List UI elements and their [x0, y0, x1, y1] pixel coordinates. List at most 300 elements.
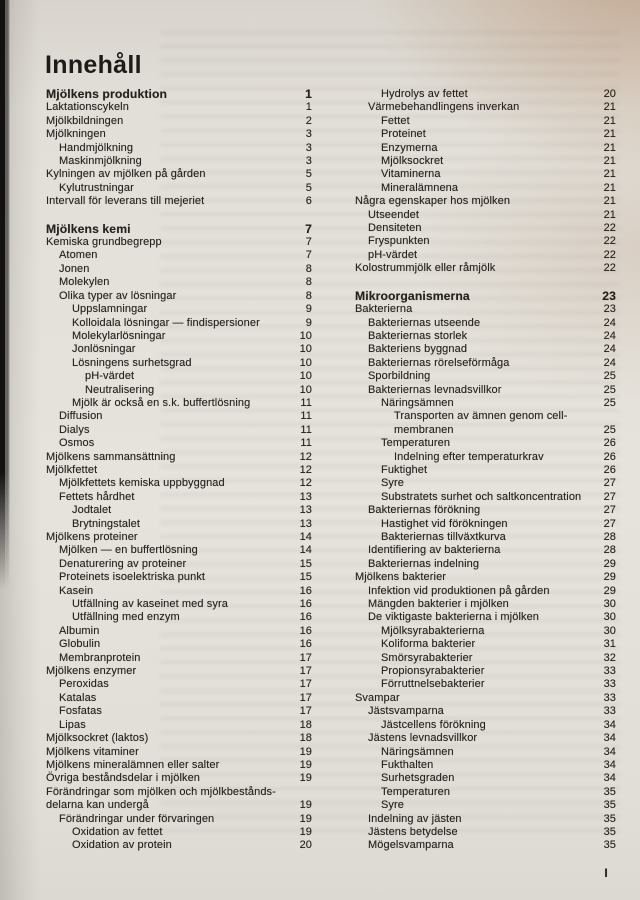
toc-entry	[355, 759, 616, 772]
toc-entry-page: 21	[603, 114, 616, 127]
toc-entry	[355, 397, 616, 410]
toc-entry-label: Substratets surhet och saltkoncentration	[381, 490, 582, 503]
toc-entry-label: Albumin	[59, 624, 100, 637]
toc-entry-label: Maskinmjölkning	[59, 155, 142, 168]
toc-entry	[46, 101, 312, 114]
toc-entry-page: 10	[299, 370, 312, 383]
toc-entry	[355, 585, 616, 598]
toc-entry-page: 1	[305, 87, 312, 101]
toc-entry-label: membranen	[394, 423, 454, 436]
toc-entry	[46, 223, 312, 236]
toc-entry-label: Bakteriernas tillväxtkurva	[381, 531, 506, 543]
toc-entry	[355, 370, 616, 383]
toc-entry-label: Förruttnelsebakterier	[381, 678, 485, 691]
toc-entry	[46, 168, 312, 181]
toc-entry-label: Jonlösningar	[72, 343, 136, 356]
toc-entry	[355, 437, 616, 450]
toc-entry	[355, 813, 616, 826]
toc-entry-label: Hastighet vid förökningen	[381, 517, 508, 530]
toc-entry-label: Mjölk är också en s.k. buffertlösning	[72, 396, 251, 409]
toc-entry-label: Fukthalten	[381, 758, 434, 771]
toc-entry-label: Osmos	[59, 437, 95, 450]
toc-entry	[46, 410, 312, 423]
toc-entry-label: Fuktighet	[381, 463, 428, 476]
toc-entry-label: Lipas	[59, 718, 86, 731]
toc-entry-label: Mineralämnena	[381, 181, 459, 194]
toc-entry-label: Värmebehandlingens inverkan	[368, 101, 520, 114]
toc-entry-label: Mjölken — en buffertlösning	[59, 544, 198, 557]
toc-entry	[46, 477, 312, 490]
toc-entry-label: Bakteriernas utseende	[368, 316, 481, 329]
page-title: Innehåll	[45, 50, 142, 79]
toc-entry	[355, 317, 616, 330]
toc-entry-label: Näringsämnen	[381, 745, 454, 758]
toc-entry	[46, 303, 312, 316]
toc-entry-page: 3	[305, 141, 312, 154]
toc-entry-page: 24	[603, 329, 616, 342]
toc-entry-page: 5	[305, 168, 312, 181]
toc-entry	[46, 195, 312, 208]
toc-entry	[355, 101, 616, 114]
toc-entry-label: Bakterierna	[355, 303, 413, 316]
toc-entry	[355, 195, 616, 208]
toc-entry-page: 19	[299, 799, 312, 812]
toc-entry-page: 17	[299, 705, 312, 718]
toc-entry-page: 28	[603, 544, 616, 557]
toc-entry	[355, 128, 616, 141]
toc-entry-label: Denaturering av proteiner	[59, 557, 187, 570]
toc-entry-page: 6	[305, 195, 312, 208]
toc-entry-page: 17	[299, 651, 312, 664]
toc-entry	[355, 719, 616, 732]
toc-entry	[46, 692, 312, 705]
toc-entry-label: Syre	[381, 477, 405, 490]
toc-entry-page: 7	[305, 221, 312, 236]
toc-entry	[355, 357, 616, 370]
toc-entry-label: Mjölkens kemi	[46, 221, 131, 236]
toc-entry-label: Vitaminerna	[381, 168, 441, 181]
toc-entry-page: 27	[603, 517, 616, 530]
toc-entry-page: 3	[305, 155, 312, 168]
toc-entry-page: 8	[305, 289, 312, 302]
toc-entry-page: 25	[603, 396, 616, 409]
toc-entry-page: 7	[305, 236, 312, 249]
toc-entry-label: Kemiska grundbegrepp	[46, 236, 162, 249]
toc-entry	[46, 142, 312, 155]
toc-entry	[46, 759, 312, 772]
toc-entry-page: 25	[603, 383, 616, 396]
toc-entry	[355, 464, 616, 477]
toc-entry	[46, 826, 312, 839]
toc-entry-page: 21	[603, 128, 616, 141]
toc-entry-label: Infektion vid produktionen på gården	[368, 584, 550, 597]
toc-entry	[46, 598, 312, 611]
toc-entry	[46, 705, 312, 718]
toc-entry-label: Diffusion	[59, 410, 103, 423]
toc-entry-page: 28	[603, 531, 616, 543]
toc-entry	[46, 437, 312, 450]
toc-entry	[355, 665, 616, 678]
toc-entry-label: Membranprotein	[59, 651, 141, 664]
toc-entry	[46, 678, 312, 691]
toc-entry-page: 16	[299, 598, 312, 611]
toc-entry-label: delarna kan undergå	[46, 799, 149, 812]
toc-entry-label: Fettets hårdhet	[59, 490, 135, 503]
toc-entry-label: Molekylarlösningar	[72, 329, 166, 342]
toc-entry-page: 18	[299, 732, 312, 745]
toc-entry	[46, 558, 312, 571]
toc-entry-page: 33	[603, 691, 616, 704]
toc-entry-label: Oxidation av fettet	[72, 825, 163, 838]
toc-entry-page: 5	[305, 181, 312, 194]
toc-entry-label: Indelning av jästen	[368, 812, 462, 825]
toc-entry-page: 24	[603, 343, 616, 356]
toc-entry-label: Mjölkbildningen	[46, 114, 124, 127]
toc-entry	[46, 384, 312, 397]
toc-entry	[355, 705, 616, 718]
folio-page-number: I	[604, 866, 608, 880]
toc-entry	[46, 128, 312, 141]
toc-entry	[355, 330, 616, 343]
toc-entry-label: Mjölksockret	[381, 155, 444, 168]
toc-entry	[46, 571, 312, 584]
toc-entry-label: Kylningen av mjölken på gården	[46, 168, 206, 181]
toc-entry	[46, 249, 312, 262]
toc-entry	[46, 290, 312, 303]
toc-entry-page: 24	[603, 356, 616, 369]
toc-entry-label: Mjölkens sammansättning	[46, 450, 176, 463]
toc-entry	[355, 611, 616, 624]
toc-entry-label: Mjölkens produktion	[46, 87, 168, 101]
toc-entry-label: Temperaturen	[381, 437, 451, 450]
toc-entry-page: 16	[299, 584, 312, 597]
toc-entry-label: Mjölkens mineralämnen eller salter	[46, 758, 220, 771]
toc-entry-label: Transporten av ämnen genom cell-	[394, 410, 568, 423]
toc-entry-label: Mjölkens enzymer	[46, 665, 137, 678]
toc-entry-page: 15	[299, 571, 312, 584]
toc-entry-page: 11	[300, 396, 312, 409]
toc-entry-label: Förändringar under förvaringen	[59, 812, 215, 825]
toc-entry	[355, 504, 616, 517]
toc-entry-label: Jästsvamparna	[368, 705, 444, 718]
toc-entry-page: 34	[603, 758, 616, 771]
toc-entry	[355, 732, 616, 745]
toc-entry	[355, 652, 616, 665]
toc-entry	[46, 263, 312, 276]
toc-entry-page: 21	[603, 168, 616, 181]
toc-entry-page: 35	[603, 799, 616, 812]
toc-entry	[46, 464, 312, 477]
toc-entry	[46, 370, 312, 383]
toc-entry	[46, 504, 312, 517]
toc-entry	[46, 518, 312, 531]
toc-entry-page: 22	[603, 222, 616, 235]
toc-entry-page: 23	[603, 303, 616, 316]
toc-entry-label: Fosfatas	[59, 705, 102, 718]
toc-entry	[355, 692, 616, 705]
toc-entry	[355, 491, 616, 504]
toc-entry-label: Utfällning av kaseinet med syra	[72, 598, 228, 611]
toc-entry	[355, 182, 616, 195]
toc-entry-label: Mikroorganismerna	[355, 288, 470, 303]
toc-entry	[46, 236, 312, 249]
toc-entry-label: Bakteriernas rörelseförmåga	[368, 356, 510, 369]
toc-entry-page: 19	[299, 758, 312, 771]
toc-entry-label: Utseendet	[368, 208, 420, 221]
toc-entry-page: 34	[603, 732, 616, 745]
toc-entry-page: 15	[299, 557, 312, 570]
toc-entry	[355, 571, 616, 584]
toc-entry-label: Mjölksyrabakterierna	[381, 624, 485, 637]
toc-entry-page: 35	[603, 839, 616, 852]
toc-entry	[46, 88, 312, 101]
toc-entry-label: Jästens levnadsvillkor	[368, 732, 478, 745]
toc-entry-label: Hydrolys av fettet	[381, 88, 468, 100]
toc-entry-page: 19	[299, 812, 312, 825]
toc-entry-page: 20	[299, 839, 312, 852]
toc-entry-label: Olika typer av lösningar	[59, 289, 177, 302]
toc-entry-page: 3	[305, 128, 312, 141]
toc-entry	[355, 384, 616, 397]
toc-entry-page: 7	[305, 249, 312, 262]
toc-entry	[355, 88, 616, 101]
toc-entry-page: 11	[300, 423, 312, 436]
toc-entry-label: De viktigaste bakterierna i mjölken	[368, 611, 540, 624]
toc-entry-page: 14	[299, 544, 312, 557]
toc-entry-page: 10	[299, 383, 312, 396]
toc-entry	[355, 209, 616, 222]
toc-entry-page: 12	[299, 477, 312, 490]
toc-entry	[46, 115, 312, 128]
toc-entry	[46, 638, 312, 651]
toc-entry	[355, 598, 616, 611]
toc-entry-label: Indelning efter temperaturkrav	[394, 450, 544, 463]
toc-entry-page: 24	[603, 316, 616, 329]
toc-entry-label: Kolostrummjölk eller råmjölk	[355, 262, 496, 275]
toc-entry-label: Mjölksockret (laktos)	[46, 732, 149, 745]
toc-entry	[355, 290, 616, 303]
toc-entry	[355, 155, 616, 168]
toc-entry-page: 19	[299, 772, 312, 785]
toc-entry-page: 27	[603, 477, 616, 490]
toc-entry	[355, 678, 616, 691]
toc-entry-page: 14	[299, 531, 312, 543]
toc-entry-label: Laktationscykeln	[46, 101, 129, 114]
toc-entry-page: 32	[603, 651, 616, 664]
toc-entry-page: 21	[603, 208, 616, 221]
toc-entry-label: Kolloidala lösningar — findispersioner	[72, 316, 260, 329]
toc-entry	[46, 746, 312, 759]
toc-entry-label: Propionsyrabakterier	[381, 665, 485, 678]
toc-entry-label: pH-värdet	[85, 370, 135, 383]
toc-entry-label: Mjölkfettet	[46, 463, 98, 476]
toc-entry-label: Katalas	[59, 691, 97, 704]
toc-entry-page: 25	[603, 423, 616, 436]
toc-entry-page: 12	[299, 450, 312, 463]
toc-entry	[355, 799, 616, 812]
toc-entry	[46, 799, 312, 812]
toc-entry-label: Handmjölkning	[59, 141, 134, 154]
toc-entry-page: 10	[299, 329, 312, 342]
toc-entry-label: Proteinets isoelektriska punkt	[59, 571, 206, 584]
toc-entry	[46, 665, 312, 678]
toc-entry	[46, 839, 312, 852]
toc-entry-page: 8	[305, 276, 312, 289]
toc-entry	[46, 451, 312, 464]
toc-entry-label: Smörsyrabakterier	[381, 651, 473, 664]
toc-entry	[46, 357, 312, 370]
toc-entry-page: 27	[603, 504, 616, 517]
toc-entry-label: Jonen	[59, 262, 90, 275]
toc-column-right	[355, 88, 616, 853]
toc-entry-label: Fryspunkten	[368, 235, 430, 248]
toc-entry-page: 31	[603, 638, 616, 651]
toc-entry	[46, 544, 312, 557]
toc-entry-page: 19	[299, 745, 312, 758]
toc-entry-label: Temperaturen	[381, 785, 451, 798]
toc-entry-label: Surhetsgraden	[381, 772, 455, 785]
toc-entry-page: 27	[603, 490, 616, 503]
toc-entry-label: Bakteriernas förökning	[368, 504, 481, 517]
toc-entry-page: 30	[603, 624, 616, 637]
toc-entry-page: 26	[603, 463, 616, 476]
toc-entry-page: 35	[603, 825, 616, 838]
toc-entry-page: 29	[603, 571, 616, 584]
toc-entry-page: 20	[603, 88, 616, 100]
toc-entry-page: 10	[299, 343, 312, 356]
toc-entry-page: 21	[603, 195, 616, 208]
toc-entry-page: 21	[603, 155, 616, 168]
toc-entry	[46, 786, 312, 799]
toc-entry-label: Intervall för leverans till mejeriet	[46, 195, 205, 208]
toc-entry	[355, 772, 616, 785]
toc-entry-page: 22	[603, 235, 616, 248]
toc-entry-page: 35	[603, 785, 616, 798]
toc-entry-page: 35	[603, 812, 616, 825]
toc-entry-label: Jästens betydelse	[368, 825, 458, 838]
toc-entry-page: 30	[603, 611, 616, 624]
toc-entry-label: Kylutrustningar	[59, 181, 134, 194]
toc-entry-page: 21	[603, 141, 616, 154]
toc-entry	[355, 477, 616, 490]
toc-entry	[355, 235, 616, 248]
toc-entry-label: Globulin	[59, 638, 101, 651]
toc-entry-label: Fettet	[381, 114, 410, 127]
toc-entry-label: Molekylen	[59, 276, 110, 289]
toc-entry-page: 11	[300, 437, 312, 450]
toc-entry	[355, 544, 616, 557]
toc-entry	[355, 262, 616, 275]
toc-entry-page: 22	[603, 248, 616, 261]
toc-entry-page: 22	[603, 262, 616, 275]
toc-entry	[355, 115, 616, 128]
toc-entry	[355, 168, 616, 181]
toc-entry	[355, 826, 616, 839]
toc-entry-label: Kasein	[59, 584, 94, 597]
toc-entry-page: 16	[299, 638, 312, 651]
toc-entry-page: 8	[305, 262, 312, 275]
toc-entry-page: 25	[603, 370, 616, 383]
toc-entry-label: Bakteriens byggnad	[368, 343, 468, 356]
toc-entry	[355, 303, 616, 316]
toc-entry-label: Densiteten	[368, 222, 422, 235]
toc-entry	[46, 531, 312, 544]
toc-entry-label: Lösningens surhetsgrad	[72, 356, 192, 369]
toc-entry-page: 13	[299, 490, 312, 503]
toc-entry-page: 19	[299, 825, 312, 838]
toc-entry	[46, 155, 312, 168]
toc-entry-label: Sporbildning	[368, 370, 431, 383]
toc-entry-label: pH-värdet	[368, 248, 418, 261]
toc-entry	[355, 222, 616, 235]
toc-entry-page: 33	[603, 678, 616, 691]
toc-entry-label: Brytningstalet	[72, 517, 141, 530]
toc-entry-page: 18	[299, 718, 312, 731]
toc-entry	[355, 746, 616, 759]
toc-entry-label: Peroxidas	[59, 678, 109, 691]
toc-entry-page: 23	[602, 288, 616, 303]
toc-entry	[355, 424, 616, 437]
toc-entry	[355, 625, 616, 638]
toc-entry	[355, 839, 616, 852]
toc-entry-label: Bakteriernas indelning	[368, 557, 480, 570]
toc-entry-label: Syre	[381, 799, 405, 812]
toc-entry	[355, 249, 616, 262]
toc-entry	[46, 719, 312, 732]
toc-entry-page: 1	[305, 101, 312, 114]
toc-entry	[46, 317, 312, 330]
toc-entry-label: Mängden bakterier i mjölken	[368, 598, 509, 611]
photo-dark-edge	[0, 0, 10, 590]
toc-entry-page: 13	[299, 504, 312, 517]
toc-entry	[46, 732, 312, 745]
toc-entry-label: Dialys	[59, 423, 90, 436]
toc-entry-label: Svampar	[355, 691, 400, 704]
toc-entry-page: 17	[299, 678, 312, 691]
toc-entry-label: Mjölkens proteiner	[46, 531, 138, 543]
toc-entry	[46, 397, 312, 410]
toc-entry-label: Utfällning med enzym	[72, 611, 180, 624]
toc-entry-page: 2	[305, 114, 312, 127]
toc-column-left	[46, 88, 312, 853]
toc-entry-page: 26	[603, 450, 616, 463]
toc-entry	[46, 424, 312, 437]
toc-entry	[355, 410, 616, 423]
toc-entry-page: 34	[603, 718, 616, 731]
toc-entry-page: 11	[300, 410, 312, 423]
toc-entry-label: Atomen	[59, 249, 98, 262]
toc-entry-label: Oxidation av protein	[72, 839, 172, 852]
toc-entry-label: Identifiering av bakterierna	[368, 544, 501, 557]
toc-entry	[46, 491, 312, 504]
toc-entry-page: 16	[299, 624, 312, 637]
toc-entry-label: Förändringar som mjölken och mjölkbestånds-	[46, 785, 276, 798]
toc-entry-page: 33	[603, 705, 616, 718]
toc-entry-label: Uppslamningar	[72, 303, 148, 316]
toc-entry	[46, 813, 312, 826]
toc-entry-label: Mjölkfettets kemiska uppbyggnad	[59, 477, 225, 490]
toc-entry-label: Jästcellens förökning	[381, 718, 486, 731]
toc-entry-page: 17	[299, 691, 312, 704]
toc-entry	[46, 652, 312, 665]
toc-entry	[355, 343, 616, 356]
toc-entry	[46, 182, 312, 195]
toc-entry	[46, 772, 312, 785]
toc-entry-page: 13	[299, 517, 312, 530]
toc-entry	[46, 343, 312, 356]
toc-entry-label: Neutralisering	[85, 383, 155, 396]
toc-entry	[46, 276, 312, 289]
